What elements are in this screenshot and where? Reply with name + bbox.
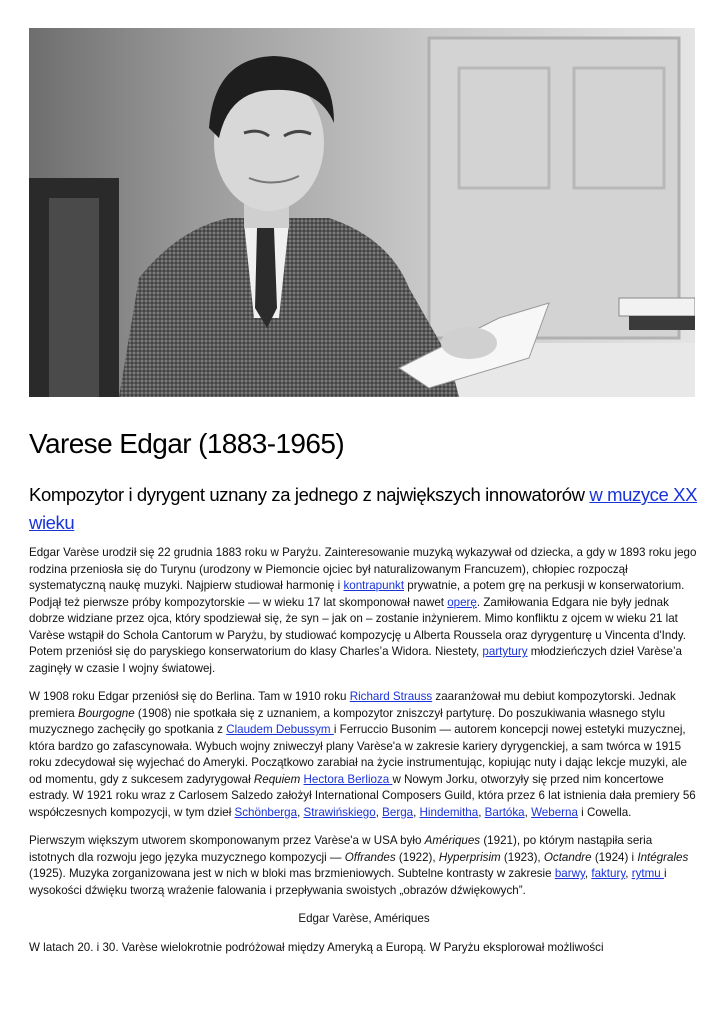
subtitle-text: Kompozytor i dyrygent uznany za jednego z największych innowatorów xyxy=(29,484,590,505)
link-partytury[interactable]: partytury xyxy=(482,645,528,658)
link-webern[interactable]: Weberna xyxy=(531,805,578,819)
page-subtitle xyxy=(29,481,709,537)
text-span: prywatnie, a potem grę na perkusji w konserwatorium. Podjął też pierwsze próby kompozytorskie — w wieku 17 lat skomponował nawet xyxy=(29,579,685,609)
title-requiem: Requiem xyxy=(253,772,301,786)
link-strawinski[interactable]: Strawińskiego xyxy=(303,805,376,819)
link-hindemith[interactable]: Hindemitha xyxy=(419,805,479,819)
link-bartok[interactable]: Bartóka xyxy=(484,805,525,819)
link-debussy[interactable]: Claudem Debussym xyxy=(226,723,334,736)
paragraph-4: W latach 20. i 30. Varèse wielokrotnie podróżował między Ameryką a Europą. W Paryżu eksplorował możliwości xyxy=(29,940,604,954)
paragraph-2 xyxy=(29,689,699,821)
separator: , xyxy=(524,805,532,819)
text-span: Pierwszym większym utworem skomponowanym przez Varèse'a w USA było xyxy=(29,834,425,847)
text-span: Edgar Varèse urodził się 22 grudnia 1883 roku w Paryżu. Zainteresowanie muzyką wykazywał od dziecka, a gdy w 1893 roku jego rodzina przeniosła się do Turynu (urodzony w Piemoncie ojciec był naturalizowanym Francuzem), chłopiec rozpoczął systematyczną naukę muzyki. Najpierw studiował harmonię i xyxy=(29,546,697,592)
text-span: i wysokości dźwięku tworzą wrażenie falowania i przepływania swoistych „obrazów dźwiękowych”. xyxy=(29,867,667,897)
separator: , xyxy=(413,805,420,819)
link-opera[interactable]: operę xyxy=(447,595,477,609)
media-caption: Edgar Varèse, Amériques xyxy=(298,912,430,925)
title-integrales: Intégrales xyxy=(637,850,689,864)
separator: , xyxy=(375,805,383,819)
text-span: (1921), po którym nastąpiła seria istotnych dla rozwoju jego języka muzycznego kompozycji — xyxy=(29,834,653,864)
link-berlioz[interactable]: Hectora Berlioza xyxy=(303,772,393,786)
link-faktury[interactable]: faktury xyxy=(591,867,626,880)
title-offrandes: Offrandes xyxy=(344,850,396,864)
text-span: (1923), xyxy=(500,850,544,864)
portrait-photo xyxy=(29,28,695,397)
text-span: (1908) nie spotkała się z uznaniem, a kompozytor zniszczył partyturę. Do poszukiwania własnego stylu muzycznego zachęciły go spotkania z xyxy=(29,706,666,736)
title-ameriques: Amériques xyxy=(424,834,481,847)
separator: , xyxy=(584,867,592,880)
article-body xyxy=(29,545,699,968)
text-span: młodzieńczych dzieł Varèse’a zaginęły w czasie I wojny światowej. xyxy=(29,645,682,675)
text-span: w Nowym Jorku, otworzyły się przed nim koncertowe estrady. W 1921 roku wraz z Carlosem Salzedo założył International Composers Guild, która przez 6 lat istnienia dała premiery 56 współczesnych kompozycji, w tym dzieł xyxy=(29,772,696,819)
separator: , xyxy=(478,805,485,819)
link-rytmu[interactable]: rytmu xyxy=(631,867,664,880)
separator: , xyxy=(625,867,632,880)
portrait-image xyxy=(29,28,695,397)
text-span: (1925). Muzyka zorganizowana jest w nich w bloki mas brzmieniowych. Subtelne kontrasty w zakresie xyxy=(29,867,555,880)
paragraph-1 xyxy=(29,545,699,677)
title-octandre: Octandre xyxy=(543,850,592,864)
title-bourgogne: Bourgogne xyxy=(77,706,135,720)
text-span: i Ferruccio Busonim — autorem koncepcji nowej estetyki muzycznej, która bardzo go zafascynowała. Wybuch wojny zniweczył plany Varèse'a w zakresie kariery dyrygenckiej, a sam twórca w 1915 roku zdecydował się wyjechać do Ameryki. Początkowo zarabiał na życie instrumentując, kopiując nuty i dając lekcje muzyki, ale od momentu, gdy z sukcesem zadyrygował xyxy=(29,723,687,786)
title-hyperprism: Hyperprisim xyxy=(438,850,501,864)
text-span: i Cowella. xyxy=(577,805,632,819)
link-barwy[interactable]: barwy xyxy=(554,867,585,880)
paragraph-3 xyxy=(29,833,699,899)
separator: , xyxy=(297,805,304,819)
text-span: zaaranżował mu debiut kompozytorski. Jednak premiera xyxy=(29,690,676,720)
subtitle-link[interactable]: w muzyce XX wieku xyxy=(29,484,698,533)
link-kontrapunkt[interactable]: kontrapunkt xyxy=(343,579,405,592)
link-schonberg[interactable]: Schönberga xyxy=(234,805,298,819)
text-span: (1924) i xyxy=(591,850,638,864)
link-richard-strauss[interactable]: Richard Strauss xyxy=(349,690,433,703)
text-span: . Zamiłowania Edgara nie były jednak dobrze widziane przez ojca, który spodziewał się, że syn – jak on – zostanie inżynierem. Mimo konfliktu z ojcem w wieku 21 lat Varèse wstąpił do Schola Cantorum w Paryżu, by studiować kompozycję u Alberta Roussela oraz dyrygenturę u Vincenta d'Indy. Potem przeniósł się do paryskiego konserwatorium do klasy Charles’a Widora. Niestety, xyxy=(29,595,686,658)
text-span: (1922), xyxy=(395,850,439,864)
link-berg[interactable]: Berga xyxy=(382,805,414,819)
text-span: W 1908 roku Edgar przeniósł się do Berlina. Tam w 1910 roku xyxy=(29,690,350,703)
page-title: Varese Edgar (1883-1965) xyxy=(29,428,345,459)
